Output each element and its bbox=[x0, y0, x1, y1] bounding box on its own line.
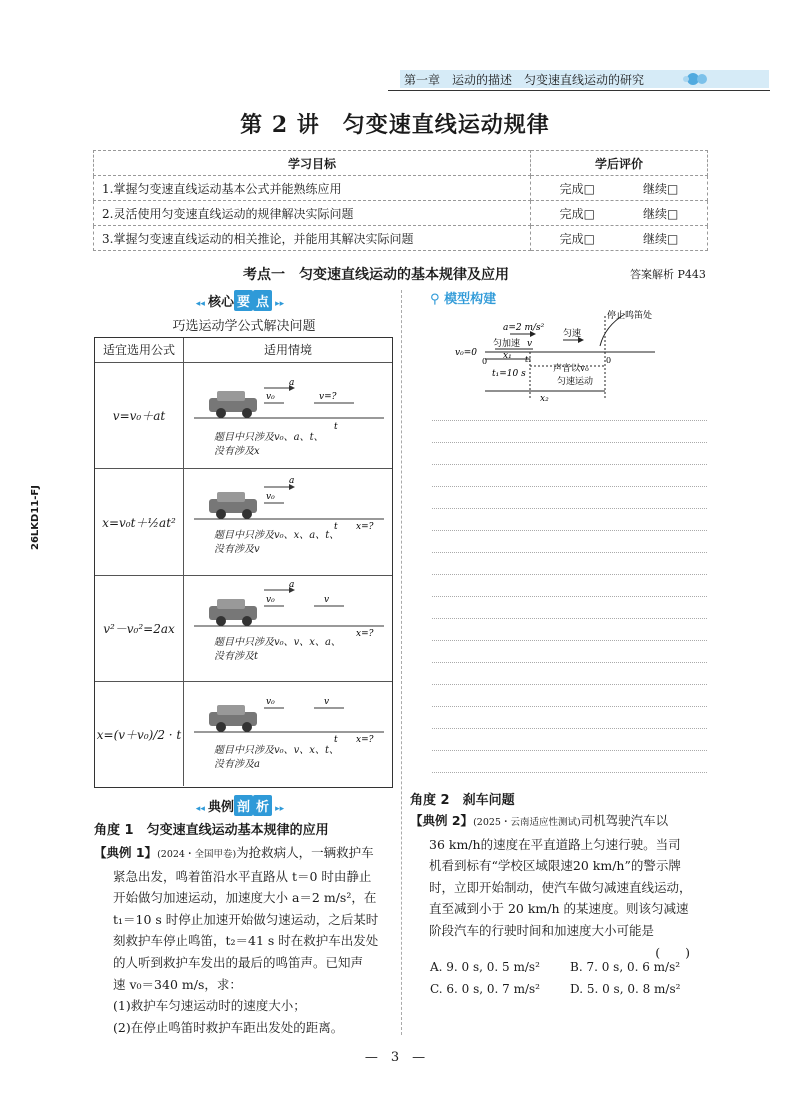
answer-line bbox=[432, 442, 707, 443]
col-goal-header: 学习目标 bbox=[94, 151, 531, 176]
svg-text:v: v bbox=[527, 339, 533, 349]
choices bbox=[430, 960, 710, 1004]
svg-text:v₀: v₀ bbox=[266, 697, 275, 707]
svg-text:t: t bbox=[334, 422, 338, 432]
example2-text: 【典例 2】(2025・云南适应性测试)司机驾驶汽车以 36 km/h的速度在平直道路上匀速行驶。当司 机看到标有“学校区域限速20 km/h”的警示牌 时，立即开始制动，使汽车做匀减速直线运动， 直至减到小于 20 km/h 的某速度。则该匀减速 阶段汽车的行驶时间和加速度大小可能是 ( ) bbox=[410, 810, 710, 963]
answer-line bbox=[432, 772, 707, 773]
car-scene-icon bbox=[184, 576, 392, 638]
svg-text:a: a bbox=[289, 580, 295, 590]
answer-line bbox=[432, 662, 707, 663]
svg-text:声音以v₀: 声音以v₀ bbox=[553, 364, 589, 374]
answer-line bbox=[432, 574, 707, 575]
formula-cell: v=v₀＋at bbox=[95, 363, 184, 468]
svg-text:a: a bbox=[289, 378, 295, 388]
svg-text:0: 0 bbox=[482, 357, 488, 366]
example1-text: 【典例 1】(2024・全国甲卷)为抢救病人，一辆救护车 紧急出发，鸣着笛沿水平直路从 t＝0 时由静止 开始做匀加速运动，加速度大小 a＝2 m/s²，在 t₁＝10 s 时停止加速开始做匀速运动，之后某时 刻救护车停止鸣笛，t₂＝41 s 时在救护车出发处 的人听到救护车发出的最后的鸣笛声。已知声 速 v₀＝340 m/s，求： (1)救护车匀速运动时的速度大小； (2)在停止鸣笛时救护车距出发处的距离。 bbox=[94, 845, 379, 1035]
svg-text:停止鸣笛处: 停止鸣笛处 bbox=[607, 311, 653, 321]
pin-icon: ⚲ bbox=[430, 292, 445, 307]
answer-line bbox=[432, 706, 707, 707]
svg-text:匀加速: 匀加速 bbox=[493, 339, 521, 349]
car-scene-icon bbox=[184, 469, 392, 531]
svg-text:t: t bbox=[334, 735, 338, 744]
objectives-table bbox=[93, 150, 708, 251]
svg-text:x₂: x₂ bbox=[540, 394, 549, 404]
example-analysis-heading: ◂◂ 典例 剖 析 ▸▸ bbox=[150, 795, 330, 816]
core-points-heading: ◂◂ 核心 要 点 ▸▸ bbox=[150, 290, 330, 311]
answer-line bbox=[432, 750, 707, 751]
scene-cell bbox=[184, 363, 392, 468]
answer-line bbox=[432, 618, 707, 619]
chapter-title: 第一章 运动的描述 匀变速直线运动的研究 bbox=[404, 73, 645, 87]
formula-cell: x=v₀t＋½at² bbox=[95, 469, 184, 575]
motion-diagram bbox=[425, 306, 665, 406]
svg-text:0: 0 bbox=[606, 356, 612, 365]
col-eval-header: 学后评价 bbox=[531, 151, 708, 176]
answer-line bbox=[432, 420, 707, 421]
choice-b[interactable]: B. 7. 0 s, 0. 6 m/s² bbox=[570, 960, 681, 974]
scene-cell bbox=[184, 682, 392, 786]
svg-text:匀速运动: 匀速运动 bbox=[557, 377, 594, 387]
arrow-left-icon: ◂◂ bbox=[195, 804, 208, 814]
answer-line bbox=[432, 728, 707, 729]
scene-note: 题目中只涉及v₀、a、t、 没有涉及x bbox=[214, 432, 324, 457]
choice-c[interactable]: C. 6. 0 s, 0. 7 m/s² bbox=[430, 982, 540, 996]
objective-text: 1.掌握匀变速直线运动基本公式并能熟练应用 bbox=[94, 176, 531, 201]
answer-line bbox=[432, 530, 707, 531]
car-scene-icon bbox=[184, 682, 392, 744]
svg-text:v₀: v₀ bbox=[266, 492, 275, 502]
continue-checkbox[interactable]: 继续□ bbox=[643, 206, 679, 221]
formula-col-header: 适宜选用公式 bbox=[95, 338, 184, 363]
answer-line bbox=[432, 552, 707, 553]
objective-row bbox=[94, 226, 708, 251]
objective-text: 2.灵活使用匀变速直线运动的规律解决实际问题 bbox=[94, 201, 531, 226]
svg-text:v=?: v=? bbox=[319, 392, 337, 402]
svg-text:x=?: x=? bbox=[356, 735, 374, 744]
answer-line bbox=[432, 640, 707, 641]
svg-text:t₁=10 s: t₁=10 s bbox=[492, 369, 526, 379]
svg-text:a: a bbox=[289, 476, 295, 486]
formula-cell: v²－v₀²=2ax bbox=[95, 576, 184, 681]
answer-reference: 答案解析 P443 bbox=[630, 268, 706, 281]
scene-cell bbox=[184, 469, 392, 575]
formula-table bbox=[94, 337, 393, 788]
arrow-right-icon: ▸▸ bbox=[272, 804, 285, 814]
continue-checkbox[interactable]: 继续□ bbox=[643, 181, 679, 196]
scene-note: 题目中只涉及v₀、x、a、t、 没有涉及v bbox=[214, 530, 340, 555]
answer-bracket: ( ) bbox=[655, 944, 690, 960]
svg-text:v₀=0: v₀=0 bbox=[455, 348, 477, 358]
objective-row bbox=[94, 176, 708, 201]
svg-text:x=?: x=? bbox=[356, 629, 374, 638]
objective-text: 3.掌握匀变速直线运动的相关推论，并能用其解决实际问题 bbox=[94, 226, 531, 251]
choice-a[interactable]: A. 9. 0 s, 0. 5 m/s² bbox=[430, 960, 540, 974]
svg-text:v₀: v₀ bbox=[266, 392, 275, 402]
svg-text:v₀: v₀ bbox=[266, 595, 275, 605]
done-checkbox[interactable]: 完成□ bbox=[559, 231, 595, 246]
angle1-title: 角度 1 匀变速直线运动基本规律的应用 bbox=[94, 823, 329, 838]
side-code: 26LKD11-FJ bbox=[30, 485, 41, 550]
scene-note: 题目中只涉及v₀、v、x、a、 没有涉及t bbox=[214, 637, 341, 662]
answer-line bbox=[432, 684, 707, 685]
table-row bbox=[95, 469, 392, 576]
car-scene-icon bbox=[184, 363, 392, 433]
formula-subtitle: 巧选运动学公式解决问题 bbox=[172, 319, 316, 334]
svg-text:v: v bbox=[324, 595, 330, 605]
choice-d[interactable]: D. 5. 0 s, 0. 8 m/s² bbox=[570, 982, 681, 996]
objective-row bbox=[94, 201, 708, 226]
done-checkbox[interactable]: 完成□ bbox=[559, 181, 595, 196]
done-checkbox[interactable]: 完成□ bbox=[559, 206, 595, 221]
svg-text:x=?: x=? bbox=[356, 522, 374, 531]
model-heading: ⚲ 模型构建 bbox=[430, 292, 497, 307]
page-number: — 3 — bbox=[364, 1050, 426, 1065]
column-divider bbox=[401, 290, 402, 1035]
answer-line bbox=[432, 508, 707, 509]
answer-line bbox=[432, 464, 707, 465]
scene-col-header: 适用情境 bbox=[184, 338, 392, 363]
arrow-right-icon: ▸▸ bbox=[272, 299, 285, 309]
svg-text:v: v bbox=[324, 697, 330, 707]
angle2-title: 角度 2 刹车问题 bbox=[410, 793, 515, 808]
svg-text:a=2 m/s²: a=2 m/s² bbox=[503, 323, 545, 333]
header-rule bbox=[388, 90, 770, 91]
formula-cell: x=(v＋v₀)/2 · t bbox=[95, 682, 184, 786]
answer-line bbox=[432, 596, 707, 597]
scene-cell bbox=[184, 576, 392, 681]
table-row bbox=[95, 576, 392, 682]
table-row bbox=[95, 363, 392, 469]
svg-text:x₁: x₁ bbox=[503, 351, 512, 361]
table-row bbox=[95, 682, 392, 786]
continue-checkbox[interactable]: 继续□ bbox=[643, 231, 679, 246]
svg-text:匀速: 匀速 bbox=[563, 329, 582, 339]
lecture-title: 第 2 讲 匀变速直线运动规律 bbox=[240, 112, 550, 138]
svg-text:t₁: t₁ bbox=[525, 355, 532, 364]
scene-note: 题目中只涉及v₀、v、x、t、 没有涉及a bbox=[214, 745, 339, 770]
answer-line bbox=[432, 486, 707, 487]
exam-point-title: 考点一 匀变速直线运动的基本规律及应用 bbox=[243, 267, 509, 283]
header-ornament-icon bbox=[678, 70, 738, 88]
svg-text:t: t bbox=[334, 522, 338, 531]
arrow-left-icon: ◂◂ bbox=[195, 299, 208, 309]
